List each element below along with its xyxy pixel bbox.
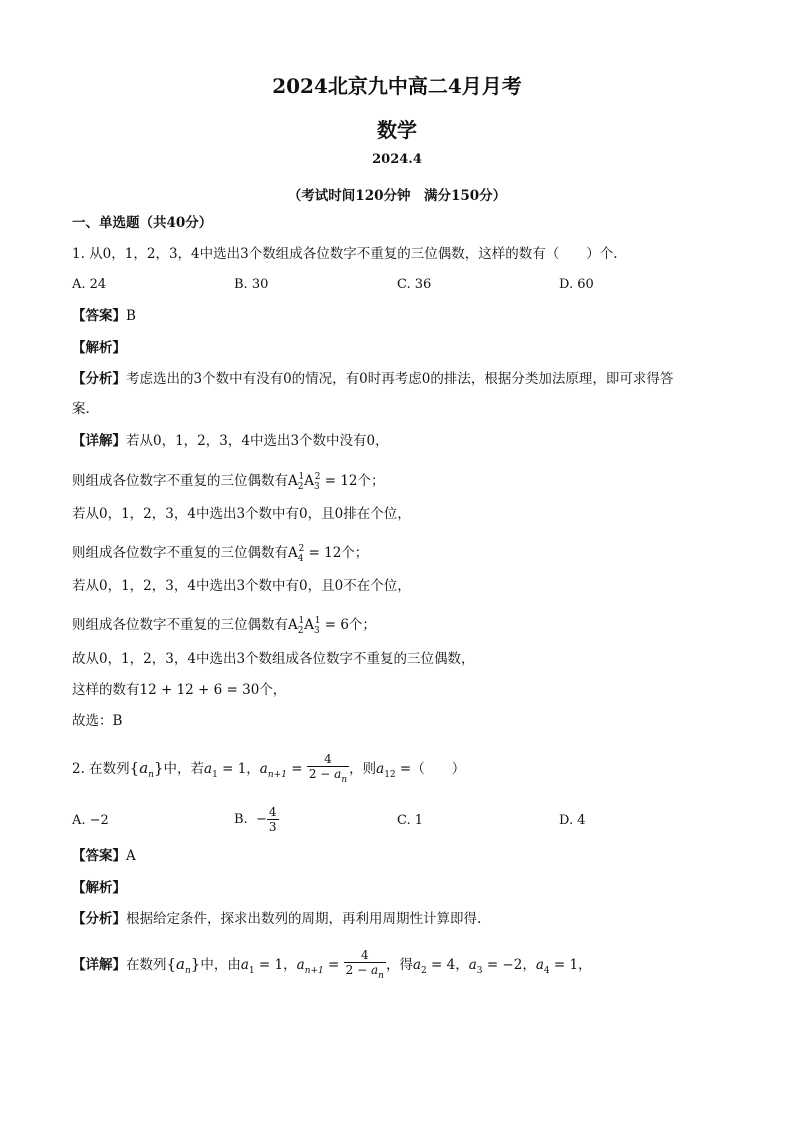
q2-analysis-tag: 【解析】 xyxy=(72,880,126,896)
detail-text: 则组成各位数字不重复的三位偶数有 xyxy=(72,545,288,561)
q1-detail-5: 若从0，1，2，3，4中选出3个数中有0，且0不在个位， xyxy=(72,578,411,594)
detail-text: ，得 xyxy=(385,957,413,973)
detail-text: 若从0，1，2，3，4中选出3个数中没有0， xyxy=(126,433,389,449)
q2-option-b: B. − $\frac{4}{3}$ xyxy=(234,805,277,834)
q1-detail-7: 故从0，1，2，3，4中选出3个数组成各位数字不重复的三位偶数， xyxy=(72,651,475,667)
math-expression: $a_{12}$ = xyxy=(376,761,412,780)
sequence-notation: $\{a_n\}$ xyxy=(129,759,164,780)
q2-fenxi xyxy=(72,910,481,928)
q1-fenxi xyxy=(72,370,673,388)
q1-analysis-tag: 【解析】 xyxy=(72,340,126,356)
q1-detail-1 xyxy=(72,432,389,450)
q1-stem: 1. 从0，1，2，3，4中选出3个数组成各位数字不重复的三位偶数，这样的数有（ ）个. xyxy=(72,246,618,262)
answer-tag: 【答案】 xyxy=(72,308,126,324)
exam-date: 2024.4 xyxy=(372,152,422,167)
detail-text: 在数列 xyxy=(126,957,167,973)
q1-option-b: B. 30 xyxy=(234,277,269,292)
q2-stem xyxy=(72,748,465,795)
answer-tag: 【答案】 xyxy=(72,848,126,864)
sequence-notation: $\{a_n\}$ xyxy=(166,955,201,976)
subject-title: 数学 xyxy=(377,118,417,142)
detail-tail: 个， xyxy=(259,682,287,698)
exam-info: （考试时间120分钟 满分150分） xyxy=(287,188,507,204)
stem-tail: （ ） xyxy=(411,761,466,777)
section-heading: 一、单选题（共40分） xyxy=(72,215,213,231)
fenxi-tag: 【分析】 xyxy=(72,371,126,387)
fenxi-tag: 【分析】 xyxy=(72,911,126,927)
q1-detail-6 xyxy=(72,612,376,640)
detail-tag: 【详解】 xyxy=(72,957,126,973)
q1-detail-8 xyxy=(72,681,286,699)
math-expression: $A_2^1A_3^1 = 6$ xyxy=(288,616,349,636)
exam-title: 2024北京九中高二4月月考 xyxy=(272,74,522,98)
detail-tail: 个； xyxy=(357,473,385,489)
detail-text: 则组成各位数字不重复的三位偶数有 xyxy=(72,617,288,633)
stem-mid: ，则 xyxy=(349,761,377,777)
option-label: B. xyxy=(234,812,248,827)
q1-option-d: D. 60 xyxy=(559,277,594,292)
q1-option-c: C. 36 xyxy=(397,277,432,292)
fenxi-text: 考虑选出的3个数中有没有0的情况，有0时再考虑0的排法，根据分类加法原理，即可求得答 xyxy=(126,371,674,387)
q2-detail xyxy=(72,944,592,991)
math-expression: 12 + 12 + 6 = 30 xyxy=(139,682,260,698)
q1-conclusion: 故选：B xyxy=(72,713,123,729)
math-expression: $a_2 = 4$，$a_3 = -2$，$a_4 = 1$， xyxy=(412,957,592,976)
math-expression: $a_1 = 1$，$a_{n+1}$ = $\frac{4}{2 - a_n}$ xyxy=(240,948,384,981)
q1-detail-2 xyxy=(72,468,385,496)
q2-option-c: C. 1 xyxy=(397,813,424,828)
q1-option-a: A. 24 xyxy=(72,277,107,292)
q1-fenxi-cont: 案. xyxy=(72,401,90,417)
detail-text: 则组成各位数字不重复的三位偶数有 xyxy=(72,473,288,489)
q1-detail-4 xyxy=(72,540,368,568)
detail-text: 这样的数有 xyxy=(72,682,140,698)
detail-tag: 【详解】 xyxy=(72,433,126,449)
detail-text: 中，由 xyxy=(200,957,241,973)
math-expression: $a_1 = 1$，$a_{n+1}$ = $\frac{4}{2 - a_n}$ xyxy=(204,752,348,785)
q1-answer xyxy=(72,307,136,325)
math-expression: $A_4^2 = 12$ xyxy=(288,544,342,564)
detail-tail: 个； xyxy=(348,617,376,633)
answer-value: B xyxy=(126,308,136,324)
answer-value: A xyxy=(126,848,136,864)
q1-detail-3: 若从0，1，2，3，4中选出3个数中有0，且0排在个位， xyxy=(72,506,411,522)
q2-answer xyxy=(72,847,136,865)
fenxi-text: 根据给定条件，探求出数列的周期，再利用周期性计算即得. xyxy=(126,911,482,927)
math-expression: $A_2^1A_3^2 = 12$ xyxy=(288,472,358,492)
stem-prefix: 2. 在数列 xyxy=(72,761,130,777)
stem-mid: 中，若 xyxy=(163,761,205,777)
q2-option-d: D. 4 xyxy=(559,813,586,828)
detail-tail: 个； xyxy=(341,545,369,561)
q2-option-a: A. −2 xyxy=(72,813,109,828)
